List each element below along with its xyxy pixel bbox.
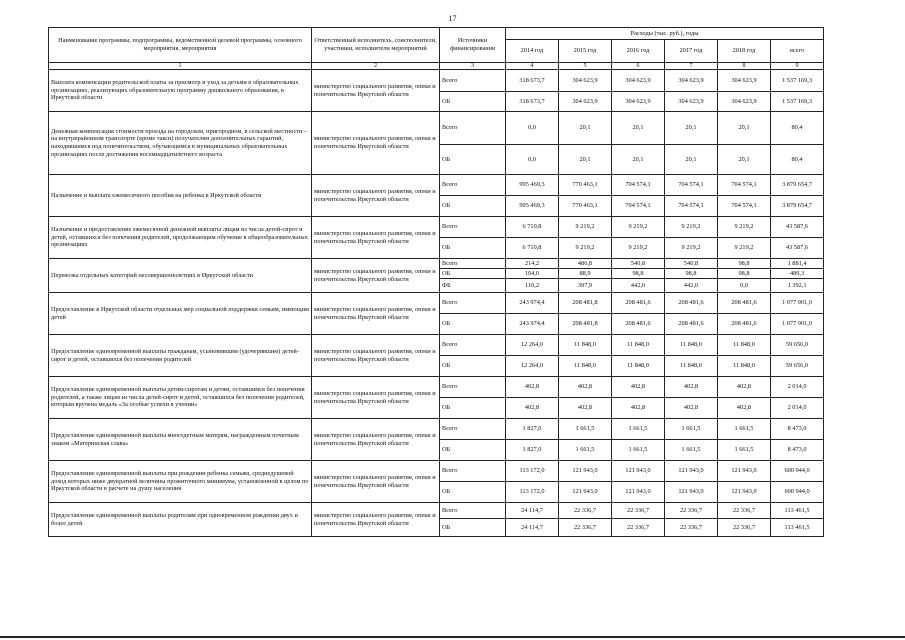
expense-value-cell: 22 336,7 (559, 519, 612, 537)
expense-value-cell: 243 974,4 (506, 293, 559, 314)
expense-value-cell: 540,8 (665, 259, 718, 269)
expense-value-cell: 318 673,7 (506, 70, 559, 92)
column-number: 8 (718, 63, 771, 70)
executor-cell: министерство социального развития, опеки и попечительства Иркутской области (312, 293, 440, 335)
expense-value-cell: 995 469,3 (506, 175, 559, 196)
expense-value-cell: 121 943,0 (718, 482, 771, 503)
total-value-cell: 80,4 (771, 112, 824, 145)
expense-value-cell: 304 623,9 (665, 70, 718, 92)
expense-value-cell: 304 623,9 (665, 92, 718, 112)
expense-value-cell: 0,0 (506, 145, 559, 175)
total-value-cell: 1 881,4 (771, 259, 824, 269)
program-name-cell: Предоставление в Иркутской области отдельных мер социальной поддержки семьям, имеющим детей (49, 293, 312, 335)
total-value-cell: 8 473,0 (771, 419, 824, 440)
expense-value-cell: 20,1 (665, 112, 718, 145)
expense-value-cell: 121 943,0 (665, 461, 718, 482)
expense-value-cell: 208 481,6 (612, 293, 665, 314)
funding-source-cell: Всего (440, 259, 506, 269)
expense-value-cell: 98,8 (612, 269, 665, 279)
header-year: 2015 год (559, 40, 612, 63)
executor-cell: министерство социального развития, опеки и попечительства Иркутской области (312, 217, 440, 259)
expense-value-cell: 208 481,6 (718, 293, 771, 314)
funding-source-cell: Всего (440, 503, 506, 519)
expense-value-cell: 24 114,7 (506, 503, 559, 519)
program-name-cell: Предоставление единовременной выплаты родителям при одновременном рождении двух и более детей (49, 503, 312, 537)
expense-value-cell: 113 172,0 (506, 482, 559, 503)
expense-value-cell: 1 661,5 (718, 419, 771, 440)
column-number: 5 (559, 63, 612, 70)
funding-source-cell: ОБ (440, 269, 506, 279)
funding-source-cell: Всего (440, 377, 506, 398)
header-year: 2017 год (665, 40, 718, 63)
expense-value-cell: 304 623,9 (718, 92, 771, 112)
expense-value-cell: 704 574,1 (665, 196, 718, 217)
funding-source-cell: Всего (440, 419, 506, 440)
expense-value-cell: 22 336,7 (559, 503, 612, 519)
total-value-cell: 59 656,0 (771, 356, 824, 377)
expense-value-cell: 1 661,5 (559, 419, 612, 440)
expense-value-cell: 442,0 (665, 279, 718, 293)
expense-value-cell: 304 623,9 (612, 70, 665, 92)
total-value-cell: 600 944,0 (771, 482, 824, 503)
expense-value-cell: 1 827,0 (506, 419, 559, 440)
total-value-cell: 8 473,0 (771, 440, 824, 461)
header-expenses: Расходы (тыс. руб.), годы (506, 28, 824, 40)
total-value-cell: 2 014,0 (771, 377, 824, 398)
expense-value-cell: 9 219,2 (665, 238, 718, 259)
table-row (49, 503, 824, 519)
executor-cell: министерство социального развития, опеки и попечительства Иркутской области (312, 259, 440, 293)
header-name: Наименование программы, подпрограммы, ведомственной целевой программы, основного мероприятия, мероприятия (49, 28, 312, 63)
total-value-cell: 113 461,5 (771, 519, 824, 537)
column-number: 2 (312, 63, 440, 70)
table-row (49, 70, 824, 92)
expense-value-cell: 22 336,7 (718, 519, 771, 537)
funding-source-cell: ФБ (440, 279, 506, 293)
table-row (49, 293, 824, 314)
total-value-cell: 600 944,0 (771, 461, 824, 482)
expense-value-cell: 402,8 (718, 398, 771, 419)
expense-value-cell: 1 661,5 (559, 440, 612, 461)
funding-source-cell: Всего (440, 217, 506, 238)
expense-value-cell: 20,1 (559, 112, 612, 145)
expense-value-cell: 98,8 (665, 269, 718, 279)
expense-value-cell: 6 710,8 (506, 217, 559, 238)
executor-cell: министерство социального развития, опеки и попечительства Иркутской области (312, 335, 440, 377)
table-row (49, 461, 824, 482)
expense-value-cell: 20,1 (665, 145, 718, 175)
expense-value-cell: 11 848,0 (612, 335, 665, 356)
total-value-cell: 1 537 169,3 (771, 70, 824, 92)
expense-value-cell: 208 481,6 (718, 314, 771, 335)
funding-source-cell: Всего (440, 293, 506, 314)
total-value-cell: 1 077 901,0 (771, 293, 824, 314)
expense-value-cell: 318 673,7 (506, 92, 559, 112)
expense-value-cell: 304 623,9 (718, 70, 771, 92)
expense-value-cell: 704 574,1 (612, 196, 665, 217)
program-name-cell: Предоставление единовременной выплаты многодетным матерям, награжденным почетным знаком «Материнская слава» (49, 419, 312, 461)
total-value-cell: 3 879 654,7 (771, 196, 824, 217)
expense-value-cell: 11 848,0 (718, 335, 771, 356)
expense-value-cell: 304 623,9 (612, 92, 665, 112)
header-year: 2016 год (612, 40, 665, 63)
expense-value-cell: 770 463,1 (559, 175, 612, 196)
expense-value-cell: 121 943,0 (612, 482, 665, 503)
expense-value-cell: 121 943,0 (559, 461, 612, 482)
expense-value-cell: 121 943,0 (665, 482, 718, 503)
expense-value-cell: 121 943,0 (559, 482, 612, 503)
header-source: Источники финансирования (440, 28, 506, 63)
expense-value-cell: 11 848,0 (559, 335, 612, 356)
expense-value-cell: 1 661,5 (718, 440, 771, 461)
total-value-cell: 1 392,1 (771, 279, 824, 293)
program-name-cell: Предоставление единовременной выплаты детям-сиротам и детям, оставшимся без попечения родителей, а также лицам из числа детей-сирот и детей, оставшихся без попечения родителей, которым вручена медаль «За особые успехи в учении» (49, 377, 312, 419)
expense-value-cell: 24 114,7 (506, 519, 559, 537)
expense-value-cell: 1 661,5 (612, 440, 665, 461)
page-edge-line (0, 636, 905, 638)
expense-value-cell: 20,1 (718, 145, 771, 175)
expense-value-cell: 98,8 (718, 269, 771, 279)
funding-source-cell: Всего (440, 175, 506, 196)
expense-value-cell: 704 574,1 (665, 175, 718, 196)
expense-value-cell: 9 219,2 (612, 238, 665, 259)
expense-value-cell: 704 574,1 (718, 196, 771, 217)
expense-value-cell: 88,9 (559, 269, 612, 279)
executor-cell: министерство социального развития, опеки и попечительства Иркутской области (312, 112, 440, 175)
total-value-cell: 2 014,0 (771, 398, 824, 419)
funding-source-cell: ОБ (440, 482, 506, 503)
column-number: 7 (665, 63, 718, 70)
expense-value-cell: 20,1 (559, 145, 612, 175)
expense-value-cell: 11 848,0 (559, 356, 612, 377)
column-number: 6 (612, 63, 665, 70)
expense-value-cell: 397,9 (559, 279, 612, 293)
expense-value-cell: 486,8 (559, 259, 612, 269)
program-name-cell: Перевозка отдельных категорий несовершеннолетних в Иркутской области (49, 259, 312, 293)
total-value-cell: 59 656,0 (771, 335, 824, 356)
expense-value-cell: 11 848,0 (665, 335, 718, 356)
expense-value-cell: 104,0 (506, 269, 559, 279)
column-number: 9 (771, 63, 824, 70)
expense-value-cell: 12 264,0 (506, 335, 559, 356)
expense-value-cell: 22 336,7 (612, 503, 665, 519)
program-name-cell: Выплата компенсации родительской платы за присмотр и уход за детьми в образовательных организациях, реализующих образовательную программу дошкольного образования, в Иркутской области (49, 70, 312, 112)
expense-value-cell: 22 336,7 (612, 519, 665, 537)
program-name-cell: Предоставление единовременной выплаты гражданам, усыновившим (удочерившим) детей-сирот и детей, оставшихся без попечения родителей (49, 335, 312, 377)
expense-value-cell: 9 219,2 (718, 217, 771, 238)
expense-value-cell: 0,0 (506, 112, 559, 145)
expense-value-cell: 402,8 (718, 377, 771, 398)
funding-source-cell: ОБ (440, 440, 506, 461)
expense-value-cell: 11 848,0 (612, 356, 665, 377)
expense-value-cell: 9 219,2 (559, 217, 612, 238)
page-number: 17 (448, 14, 457, 23)
table-row (49, 335, 824, 356)
funding-source-cell: ОБ (440, 145, 506, 175)
funding-source-cell: ОБ (440, 314, 506, 335)
expense-value-cell: 20,1 (718, 112, 771, 145)
program-name-cell: Предоставление единовременной выплаты при рождении ребенка семьям, среднедушевой доход которых ниже двукратной величины прожиточного минимума, установленной в целом по Иркутской области в расчете на душу населения (49, 461, 312, 503)
expense-value-cell: 20,1 (612, 145, 665, 175)
expense-value-cell: 9 219,2 (718, 238, 771, 259)
expense-value-cell: 704 574,1 (718, 175, 771, 196)
expense-value-cell: 1 827,0 (506, 440, 559, 461)
expense-value-cell: 540,8 (612, 259, 665, 269)
expense-value-cell: 1 661,5 (665, 440, 718, 461)
column-number: 4 (506, 63, 559, 70)
executor-cell: министерство социального развития, опеки и попечительства Иркутской области (312, 377, 440, 419)
table-row (49, 217, 824, 238)
expense-value-cell: 9 219,2 (559, 238, 612, 259)
expense-value-cell: 402,8 (559, 377, 612, 398)
expense-value-cell: 214,2 (506, 259, 559, 269)
total-value-cell: 1 077 901,0 (771, 314, 824, 335)
expense-value-cell: 9 219,2 (665, 217, 718, 238)
column-number: 3 (440, 63, 506, 70)
expense-value-cell: 243 974,4 (506, 314, 559, 335)
column-number: 1 (49, 63, 312, 70)
expense-value-cell: 20,1 (612, 112, 665, 145)
expense-value-cell: 402,8 (559, 398, 612, 419)
executor-cell: министерство социального развития, опеки и попечительства Иркутской области (312, 461, 440, 503)
expense-value-cell: 208 481,8 (559, 314, 612, 335)
funding-source-cell: Всего (440, 112, 506, 145)
expense-value-cell: 121 943,0 (718, 461, 771, 482)
expense-value-cell: 208 481,6 (665, 314, 718, 335)
table-row (49, 419, 824, 440)
funding-source-cell: Всего (440, 461, 506, 482)
expense-value-cell: 1 661,5 (612, 419, 665, 440)
total-value-cell: 1 537 169,3 (771, 92, 824, 112)
expense-value-cell: 0,0 (718, 279, 771, 293)
table-body (49, 70, 824, 537)
total-value-cell: 80,4 (771, 145, 824, 175)
expense-value-cell: 1 661,5 (665, 419, 718, 440)
funding-source-cell: ОБ (440, 238, 506, 259)
header-year: 2014 год (506, 40, 559, 63)
funding-source-cell: ОБ (440, 398, 506, 419)
program-name-cell: Денежная компенсация стоимости проезда на городском, пригородном, в сельской местности – на внутрирайонном транспорте (кроме такси) получателям дополнительных гарантий, находившимся под попечительством, обучающимся в муниципальных образовательных организациях после достижения восемнадцатилетнего возраста (49, 112, 312, 175)
expense-value-cell: 995 469,3 (506, 196, 559, 217)
expense-value-cell: 6 710,8 (506, 238, 559, 259)
expense-value-cell: 121 943,0 (612, 461, 665, 482)
program-name-cell: Назначение и предоставление ежемесячной денежной выплаты лицам из числа детей-сирот и детей, оставшихся без попечения родителей, продолжающим обучение в общеобразовательных организациях (49, 217, 312, 259)
expense-value-cell: 22 336,7 (665, 503, 718, 519)
expense-value-cell: 9 219,2 (612, 217, 665, 238)
expense-value-cell: 402,8 (665, 398, 718, 419)
total-value-cell: 489,3 (771, 269, 824, 279)
expense-value-cell: 22 336,7 (718, 503, 771, 519)
executor-cell: министерство социального развития, опеки и попечительства Иркутской области (312, 175, 440, 217)
executor-cell: министерство социального развития, опеки и попечительства Иркутской области (312, 419, 440, 461)
expense-value-cell: 704 574,1 (612, 175, 665, 196)
header-total: всего (771, 40, 824, 63)
expense-value-cell: 402,8 (665, 377, 718, 398)
expense-value-cell: 208 481,8 (559, 293, 612, 314)
funding-source-cell: ОБ (440, 92, 506, 112)
budget-table (48, 27, 824, 537)
expense-value-cell: 304 623,9 (559, 70, 612, 92)
funding-source-cell: ОБ (440, 519, 506, 537)
expense-value-cell: 208 481,6 (612, 314, 665, 335)
expense-value-cell: 442,0 (612, 279, 665, 293)
table-row (49, 112, 824, 145)
expense-value-cell: 402,8 (506, 398, 559, 419)
table-row (49, 175, 824, 196)
expense-value-cell: 11 848,0 (718, 356, 771, 377)
funding-source-cell: Всего (440, 335, 506, 356)
expense-value-cell: 770 463,1 (559, 196, 612, 217)
expense-value-cell: 304 623,9 (559, 92, 612, 112)
total-value-cell: 43 587,6 (771, 238, 824, 259)
table-row (49, 259, 824, 269)
expense-value-cell: 402,8 (612, 377, 665, 398)
executor-cell: министерство социального развития, опеки и попечительства Иркутской области (312, 503, 440, 537)
funding-source-cell: Всего (440, 70, 506, 92)
total-value-cell: 43 587,6 (771, 217, 824, 238)
total-value-cell: 3 879 654,7 (771, 175, 824, 196)
expense-value-cell: 11 848,0 (665, 356, 718, 377)
expense-value-cell: 113 172,0 (506, 461, 559, 482)
expense-value-cell: 22 336,7 (665, 519, 718, 537)
funding-source-cell: ОБ (440, 196, 506, 217)
header-executor: Ответственный исполнитель, соисполнители, участники, исполнители мероприятий (312, 28, 440, 63)
expense-value-cell: 208 481,6 (665, 293, 718, 314)
table-row (49, 377, 824, 398)
executor-cell: министерство социального развития, опеки и попечительства Иркутской области (312, 70, 440, 112)
expense-value-cell: 98,8 (718, 259, 771, 269)
expense-value-cell: 402,8 (506, 377, 559, 398)
expense-value-cell: 402,8 (612, 398, 665, 419)
total-value-cell: 113 461,5 (771, 503, 824, 519)
funding-source-cell: ОБ (440, 356, 506, 377)
expense-value-cell: 12 264,0 (506, 356, 559, 377)
header-year: 2018 год (718, 40, 771, 63)
expense-value-cell: 110,2 (506, 279, 559, 293)
program-name-cell: Назначение и выплата ежемесячного пособия на ребенка в Иркутской области (49, 175, 312, 217)
